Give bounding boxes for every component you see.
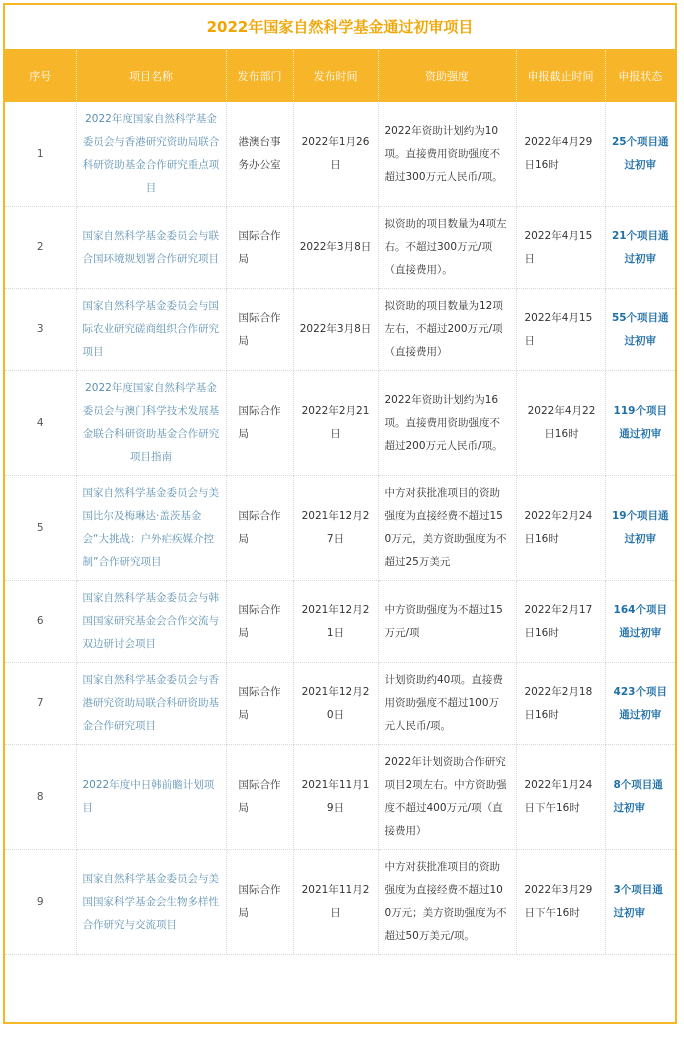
header-name: 项目名称 [76,50,226,102]
project-name-link[interactable]: 国家自然科学基金委员会与联合国环境规划署合作研究项目 [76,207,226,289]
table-row [5,581,675,663]
row-no: 2 [5,207,76,289]
pub-date-cell: 2021年12月20日 [293,663,378,745]
project-name-link[interactable]: 国家自然科学基金委员会与国际农业研究磋商组织合作研究项目 [76,289,226,371]
funding-cell: 计划资助约40项。直接费用资助强度不超过100万元人民币/项。 [378,663,516,745]
status-cell: 21个项目通过初审 [605,207,675,289]
header-fund: 资助强度 [378,50,516,102]
funding-cell: 2022年资助计划约为16项。直接费用资助强度不超过200万元人民币/项。 [378,371,516,476]
funding-cell: 2022年资助计划约为10项。直接费用资助强度不超过300万元人民币/项。 [378,102,516,207]
table-row [5,371,675,476]
deadline-cell: 2022年2月18日16时 [516,663,605,745]
table-frame [3,3,677,1024]
pub-date-cell: 2022年1月26日 [293,102,378,207]
pub-date-cell: 2021年12月27日 [293,476,378,581]
funding-cell: 中方对获批准项目的资助强度为直接经费不超过150万元，美方资助强度为不超过25万美元 [378,476,516,581]
table-row [5,850,675,955]
status-cell: 164个项目通过初审 [605,581,675,663]
row-no: 5 [5,476,76,581]
row-no: 1 [5,102,76,207]
status-cell: 55个项目通过初审 [605,289,675,371]
funding-cell: 中方资助强度为不超过15万元/项 [378,581,516,663]
funding-cell: 中方对获批准项目的资助强度为直接经费不超过100万元；美方资助强度为不超过50万美元/项。 [378,850,516,955]
dept-cell: 国际合作局 [226,850,293,955]
status-cell: 119个项目通过初审 [605,371,675,476]
dept-cell: 国际合作局 [226,663,293,745]
dept-cell: 国际合作局 [226,745,293,850]
project-name-link[interactable]: 国家自然科学基金委员会与美国国家科学基金会生物多样性合作研究与交流项目 [76,850,226,955]
projects-table [5,50,675,955]
pub-date-cell: 2022年3月8日 [293,289,378,371]
header-deadline: 申报截止时间 [516,50,605,102]
deadline-cell: 2022年4月22日16时 [516,371,605,476]
header-dept: 发布部门 [226,50,293,102]
table-row [5,289,675,371]
status-cell: 25个项目通过初审 [605,102,675,207]
pub-date-cell: 2022年3月8日 [293,207,378,289]
header-row [5,50,675,102]
funding-cell: 2022年计划资助合作研究项目2项左右。中方资助强度不超过400万元/项（直接费用） [378,745,516,850]
page-title: 2022年国家自然科学基金通过初审项目 [5,5,675,50]
project-name-link[interactable]: 国家自然科学基金委员会与韩国国家研究基金会合作交流与双边研讨会项目 [76,581,226,663]
project-name-link[interactable]: 2022年度国家自然科学基金委员会与香港研究资助局联合科研资助基金合作研究重点项目 [76,102,226,207]
deadline-cell: 2022年4月15日 [516,289,605,371]
row-no: 7 [5,663,76,745]
funding-cell: 拟资助的项目数量为12项左右，不超过200万元/项（直接费用） [378,289,516,371]
project-name-link[interactable]: 国家自然科学基金委员会与香港研究资助局联合科研资助基金合作研究项目 [76,663,226,745]
deadline-cell: 2022年3月29日下午16时 [516,850,605,955]
project-name-link[interactable]: 2022年度国家自然科学基金委员会与澳门科学技术发展基金联合科研资助基金合作研究项目指南 [76,371,226,476]
table-row [5,663,675,745]
header-pub: 发布时间 [293,50,378,102]
deadline-cell: 2022年2月24日16时 [516,476,605,581]
table-row [5,745,675,850]
pub-date-cell: 2021年11月19日 [293,745,378,850]
header-status: 申报状态 [605,50,675,102]
dept-cell: 国际合作局 [226,476,293,581]
deadline-cell: 2022年2月17日16时 [516,581,605,663]
pub-date-cell: 2021年11月2日 [293,850,378,955]
project-name-link[interactable]: 2022年度中日韩前瞻计划项目 [76,745,226,850]
row-no: 9 [5,850,76,955]
deadline-cell: 2022年4月15日 [516,207,605,289]
row-no: 3 [5,289,76,371]
table-row [5,102,675,207]
table-row [5,207,675,289]
status-cell: 8个项目通过初审 [605,745,675,850]
row-no: 6 [5,581,76,663]
header-no: 序号 [5,50,76,102]
dept-cell: 国际合作局 [226,371,293,476]
table-row [5,476,675,581]
funding-cell: 拟资助的项目数量为4项左右。不超过300万元/项（直接费用）。 [378,207,516,289]
deadline-cell: 2022年4月29日16时 [516,102,605,207]
dept-cell: 国际合作局 [226,207,293,289]
dept-cell: 国际合作局 [226,289,293,371]
project-name-link[interactable]: 国家自然科学基金委员会与美国比尔及梅琳达·盖茨基金会“大挑战：户外疟疾媒介控制”合作研究项目 [76,476,226,581]
dept-cell: 港澳台事务办公室 [226,102,293,207]
pub-date-cell: 2021年12月21日 [293,581,378,663]
status-cell: 19个项目通过初审 [605,476,675,581]
row-no: 4 [5,371,76,476]
status-cell: 423个项目通过初审 [605,663,675,745]
deadline-cell: 2022年1月24日下午16时 [516,745,605,850]
status-cell: 3个项目通过初审 [605,850,675,955]
dept-cell: 国际合作局 [226,581,293,663]
row-no: 8 [5,745,76,850]
pub-date-cell: 2022年2月21日 [293,371,378,476]
